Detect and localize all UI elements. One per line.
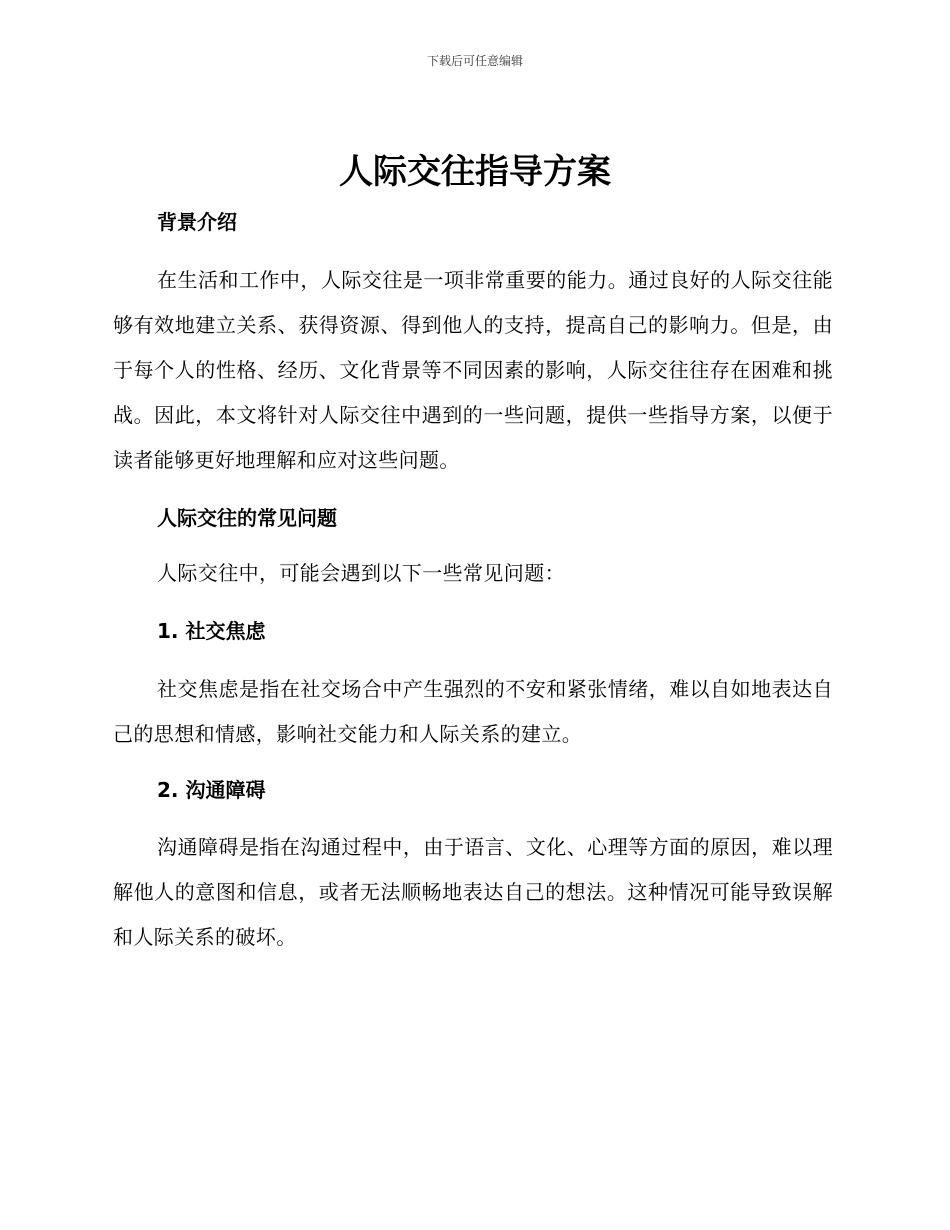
paragraph-common-problems-intro: 人际交往中，可能会遇到以下一些常见问题：	[157, 561, 565, 585]
section-heading-background: 背景介绍	[157, 210, 237, 234]
section-heading-common-problems: 人际交往的常见问题	[157, 506, 337, 530]
page-header: 下载后可任意编辑	[426, 54, 523, 68]
section-heading-social-anxiety: 1. 社交焦虑	[157, 619, 266, 643]
document-title: 人际交往指导方案	[339, 152, 611, 192]
section-heading-communication-barrier: 2. 沟通障碍	[157, 778, 266, 802]
paragraph-social-anxiety: 社交焦虑是指在社交场合中产生强烈的不安和紧张情绪，难以自如地表达自己的思想和情感，影响社交能力和人际关系的建立。	[113, 677, 833, 746]
paragraph-background: 在生活和工作中，人际交往是一项非常重要的能力。通过良好的人际交往能够有效地建立关系、获得资源、得到他人的支持，提高自己的影响力。但是，由于每个人的性格、经历、文化背景等不同因素的影响，人际交往往存在困难和挑战。因此，本文将针对人际交往中遇到的一些问题，提供一些指导方案，以便于读者能够更好地理解和应对这些问题。	[113, 268, 833, 472]
paragraph-communication-barrier: 沟通障碍是指在沟通过程中，由于语言、文化、心理等方面的原因，难以理解他人的意图和信息，或者无法顺畅地表达自己的想法。这种情况可能导致误解和人际关系的破坏。	[113, 835, 833, 949]
